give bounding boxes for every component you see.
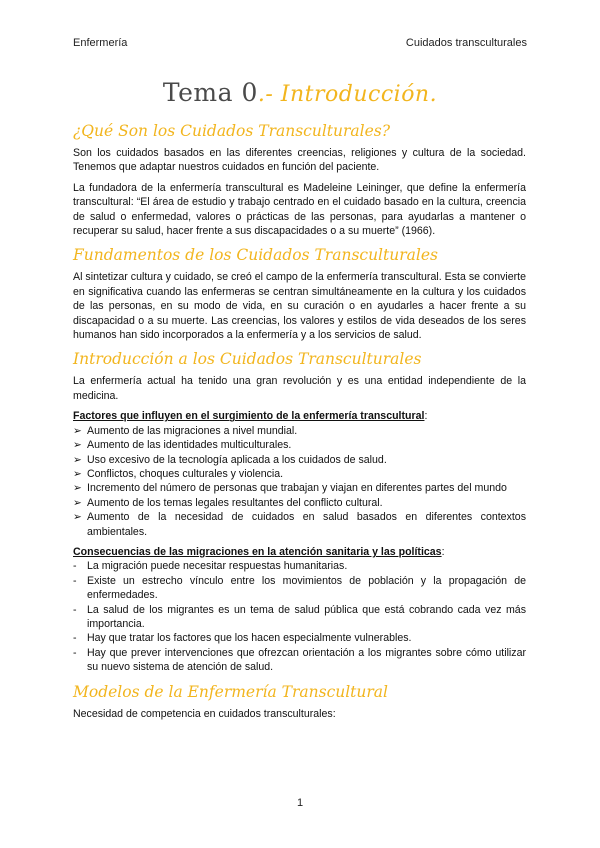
list-item: - La salud de los migrantes es un tema de salud pública que está cobrando cada vez más importancia. [73, 603, 526, 630]
list-item: ➢ Aumento de las migraciones a nivel mundial. [73, 424, 298, 437]
paragraph: Necesidad de competencia en cuidados transculturales: [73, 707, 336, 720]
title-part-2: .- Introducción. [257, 82, 438, 107]
list-item: - La migración puede necesitar respuestas humanitarias. [73, 560, 348, 573]
dash-bullet-icon: - [73, 632, 77, 645]
list-item: ➢ Conflictos, choques culturales y violencia. [73, 467, 284, 480]
page-title [0, 76, 600, 112]
paragraph: Son los cuidados basados en las diferentes creencias, religiones y cultura de la sociedad. Tenemos que adaptar nuestros cuidados en función del paciente. [73, 147, 526, 174]
paragraph: La fundadora de la enfermería transcultural es Madeleine Leininger, que define la enfermería transcultural: “El área de estudio y trabajo centrado en el cuidado basado en la cultura, creencia de salud o enfermedad, valores o prácticas de las personas, para ayudarlas a mantener o recuperar su salud, hacer frente a sus discapacidades o a su muerte” (1966). [73, 181, 526, 238]
dash-bullet-icon: - [73, 603, 77, 616]
section-heading-introduccion: Introducción a los Cuidados Transculturales [73, 350, 422, 369]
list-item: ➢ Uso excesivo de la tecnología aplicada a los cuidados de salud. [73, 453, 387, 466]
arrow-bullet-icon: ➢ [73, 511, 82, 524]
factors-list [73, 424, 526, 539]
dash-bullet-icon: - [73, 560, 77, 573]
list-item: ➢ Aumento de las identidades multiculturales. [73, 439, 292, 452]
list-item: - Existe un estrecho vínculo entre los movimientos de población y la propagación de enfermedades. [73, 574, 526, 602]
section-heading-fundamentos: Fundamentos de los Cuidados Transculturales [73, 246, 438, 265]
arrow-bullet-icon: ➢ [73, 439, 82, 452]
arrow-bullet-icon: ➢ [73, 424, 82, 437]
arrow-bullet-icon: ➢ [73, 496, 82, 509]
list-item: - Hay que tratar los factores que los hacen especialmente vulnerables. [73, 632, 412, 645]
page-number: 1 [296, 797, 304, 809]
title-part-1: Tema 0 [162, 78, 258, 107]
paragraph: La enfermería actual ha tenido una gran revolución y es una entidad independiente de la medicina. [73, 375, 526, 402]
paragraph: Al sintetizar cultura y cuidado, se creó el campo de la enfermería transcultural. Esta se convierte en significativa cuando las enfermeras se centran simultáneamente en la cultura y los cuidados de las personas, en su modo de vida, en su curación o en ayudarles a hacer frente a su discapacidad o a su muerte. Las creencias, los valores y estilos de vida deseados de los seres humanos han sido incorporados a la enfermería y a los servicios de salud. [73, 271, 526, 342]
arrow-bullet-icon: ➢ [73, 453, 82, 466]
list-item: ➢ Incremento del número de personas que trabajan y viajan en diferentes partes del mundo [73, 482, 507, 495]
factors-subheading: Factores que influyen en el surgimiento de la enfermería transcultural: [73, 410, 428, 423]
dash-bullet-icon: - [73, 646, 77, 659]
section-heading-modelos: Modelos de la Enfermería Transcultural [73, 682, 389, 701]
section-heading-que-son: ¿Qué Son los Cuidados Transculturales? [73, 122, 391, 140]
list-item: - Hay que prever intervenciones que ofrezcan orientación a los migrantes sobre cómo utilizar su nuevo sistema de atención de salud. [73, 646, 526, 674]
list-item: ➢ Aumento de los temas legales resultantes del conflicto cultural. [73, 496, 383, 509]
list-item: ➢ Aumento de la necesidad de cuidados en salud basados en diferentes contextos ambientales. [73, 511, 526, 538]
consequences-subheading: Consecuencias de las migraciones en la atención sanitaria y las políticas: [73, 545, 445, 558]
header-left: Enfermería [73, 37, 128, 49]
arrow-bullet-icon: ➢ [73, 467, 82, 480]
document-body [73, 120, 526, 727]
consequences-list [73, 559, 526, 674]
header-right: Cuidados transculturales [405, 37, 527, 49]
dash-bullet-icon: - [73, 574, 77, 587]
arrow-bullet-icon: ➢ [73, 482, 82, 495]
